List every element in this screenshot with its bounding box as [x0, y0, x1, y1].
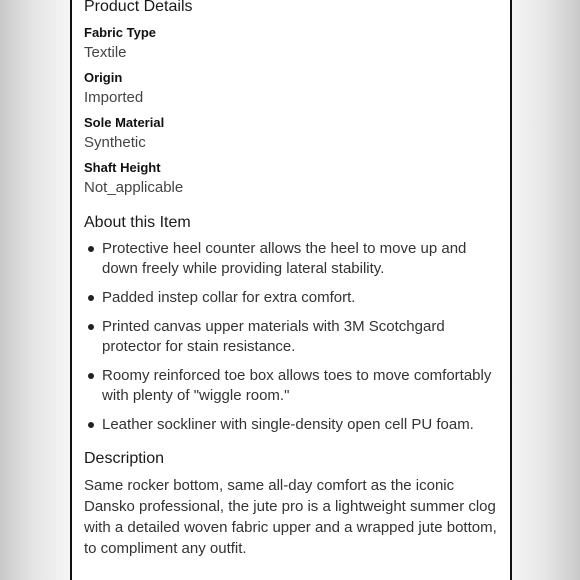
list-item [84, 239, 498, 279]
bullet-dot-icon [88, 324, 94, 330]
bullet-text: Roomy reinforced toe box allows toes to move comfortably with plenty of "wiggle room." [102, 367, 492, 404]
bullet-dot-icon [88, 373, 94, 379]
bullet-text: Protective heel counter allows the heel to move up and down freely while providing lateral stability. [102, 240, 467, 277]
detail-label: Shaft Height [84, 160, 161, 175]
description-heading: Description [84, 450, 165, 467]
left-background-edge [0, 0, 70, 580]
detail-label: Sole Material [84, 115, 165, 130]
detail-label: Origin [84, 70, 123, 85]
detail-value: Textile [84, 44, 127, 61]
bullet-text: Printed canvas upper materials with 3M Scotchgard protector for stain resistance. [102, 318, 445, 355]
detail-origin [84, 70, 498, 107]
detail-label: Fabric Type [84, 25, 157, 40]
about-item-heading: About this Item [84, 214, 191, 231]
detail-shaft-height [84, 160, 498, 197]
list-item [84, 366, 498, 406]
detail-value: Imported [84, 89, 144, 106]
list-item [84, 317, 498, 357]
list-item [84, 288, 498, 308]
detail-sole-material [84, 115, 498, 152]
about-bullet-list [84, 239, 498, 435]
list-item [84, 415, 498, 435]
bullet-text: Padded instep collar for extra comfort. [102, 289, 356, 306]
bullet-dot-icon [88, 246, 94, 252]
right-background-edge [510, 0, 580, 580]
product-details-heading: Product Details [84, 0, 193, 15]
product-info-panel [70, 0, 512, 580]
detail-fabric-type [84, 25, 498, 62]
bullet-text: Leather sockliner with single-density open cell PU foam. [102, 416, 474, 433]
detail-value: Synthetic [84, 134, 146, 151]
bullet-dot-icon [88, 295, 94, 301]
description-text: Same rocker bottom, same all-day comfort as the iconic Dansko professional, the jute pro is a lightweight summer clog with a detailed woven fabric upper and a wrapped jute bottom, to compliment any outfit. [84, 477, 497, 557]
bullet-dot-icon [88, 422, 94, 428]
detail-value: Not_applicable [84, 179, 184, 196]
